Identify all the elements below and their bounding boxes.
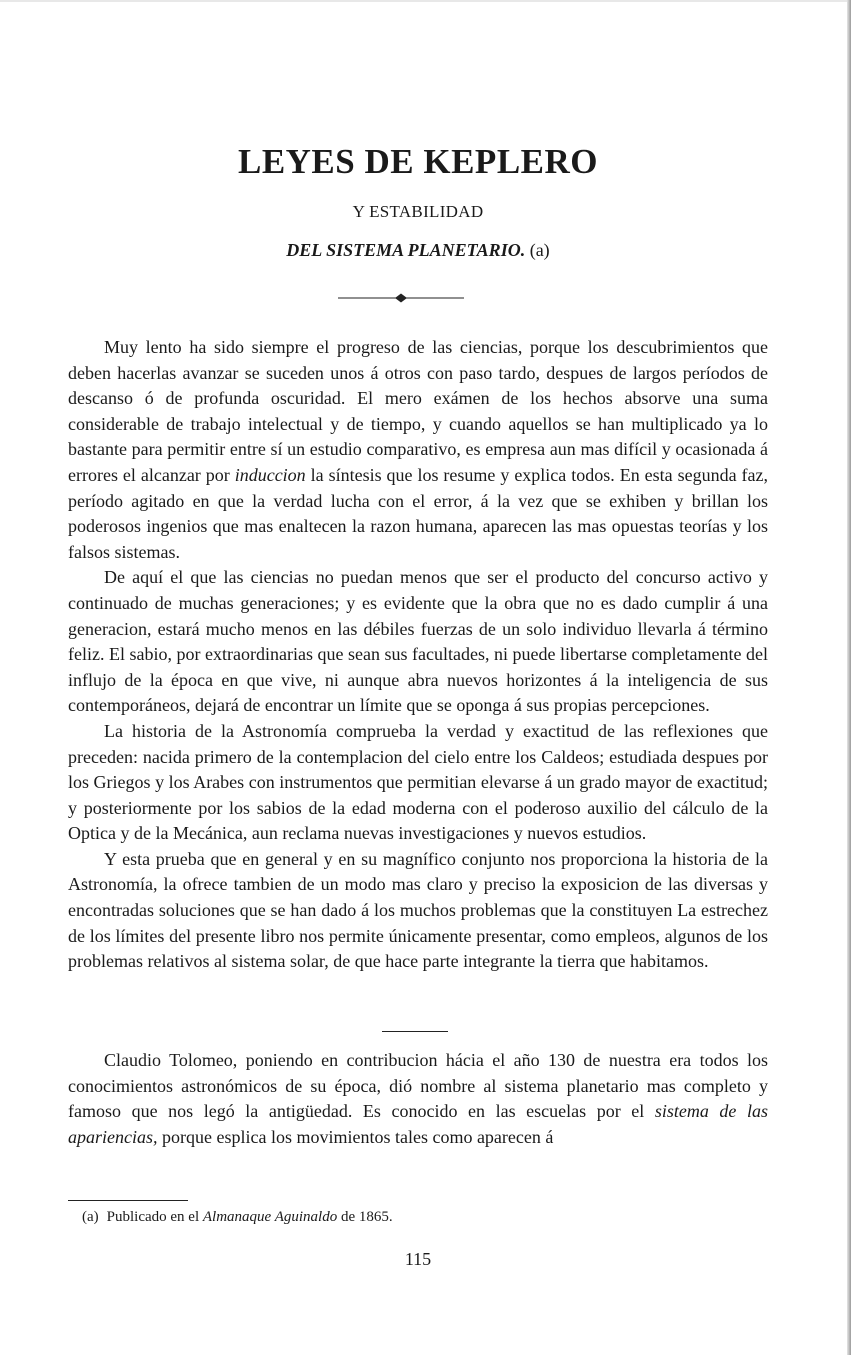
footnote-text-a: Publicado en el — [106, 1209, 203, 1225]
paragraph-1-italic: induccion — [234, 464, 306, 485]
page-number: 115 — [404, 1249, 432, 1269]
footnote-rule — [68, 1200, 188, 1201]
subtitle-footnote-ref: (a) — [529, 240, 550, 260]
main-body — [68, 335, 768, 975]
footnote-italic: Almanaque Aguinaldo — [202, 1209, 338, 1225]
section-2-body — [68, 1048, 768, 1150]
paragraph-3: La historia de la Astronomía comprueba la verdad y exactitud de las reflexiones que preceden: nacida primero de la contemplacion del cielo entre los Caldeos; estudiada despues por los Griegos y los Arabes con instrumentos que permitian elevarse á un grado mayor de exactitud; y posteriormente por los sabios de la edad moderna con el poderoso auxilio del cálculo de la Optica y de la Mecánica, aun reclama nuevas investigaciones y nuevos estudios. — [68, 720, 768, 844]
page-top-edge — [0, 0, 851, 2]
section-separator-rule — [382, 1031, 448, 1032]
footnote — [82, 1209, 393, 1226]
chapter-title: LEYES DE KEPLERO — [237, 142, 599, 181]
paragraph-5-text-a: Claudio Tolomeo, poniendo en contribucion hácia el año 130 de nuestra era todos los conocimientos astronómicos de su época, dió nombre al sistema planetario mas completo y famoso que nos legó la antigüedad. Es conocido en las escuelas por el — [68, 1050, 768, 1122]
paragraph-1 — [68, 335, 768, 565]
paragraph-4: Y esta prueba que en general y en su magnífico conjunto nos proporciona la historia de la Astronomía, la ofrece tambien de un modo mas claro y preciso la exposicion de las diversas y encontradas soluciones que se han dado á los muchos problemas que la constituyen La estrechez de los límites del presente libro nos permite únicamente presentar, como empleos, algunos de los problemas relativos al sistema solar, de que hace parte integrante la tierra que habitamos. — [68, 848, 768, 972]
paragraph-1-text-a: Muy lento ha sido siempre el progreso de las ciencias, porque los descubrimientos que deben hacerlas avanzar se suceden unos á otros con paso tardo, despues de largos períodos de descanso ó de profunda oscuridad. El mero exámen de los hechos absorve una suma considerable de trabajo intelectual y de tiempo, y cuando aquellos se han multiplicado ya lo bastante para permitir entre sí un estudio comparativo, es empresa aun mas difícil y ocasionada á errores el alcanzar por — [68, 337, 768, 485]
paragraph-5-text-b: porque esplica los movimientos tales como aparecen á — [157, 1126, 554, 1147]
paragraph-5-italic: sistema de las apariencias, — [68, 1101, 768, 1147]
page-right-edge — [847, 0, 851, 1355]
diamond-ornament-divider — [338, 292, 464, 304]
footnote-text-b: de 1865. — [337, 1209, 393, 1225]
chapter-subtitle-line1: Y ESTABILIDAD — [352, 202, 484, 221]
footnote-marker: (a) — [82, 1209, 99, 1225]
chapter-subtitle-line2 — [68, 240, 768, 261]
paragraph-2: De aquí el que las ciencias no puedan menos que ser el producto del concurso activo y continuado de muchas generaciones; y es evidente que la obra que no es dado cumplir á una generacion, estará mucho menos en las débiles fuerzas de un solo individuo llevarla á término feliz. El sabio, por extraordinarias que sean sus facultades, ni puede libertarse completamente del influjo de la época en que vive, ni aunque abra nuevos horizontes á la inteligencia de sus contemporáneos, dejará de encontrar un límite que se oponga á sus propias percepciones. — [68, 567, 768, 716]
paragraph-1-text-b: la síntesis que los resume y explica todos. En esta segunda faz, período agitado en que la verdad lucha con el error, á la vez que se exhiben y brillan los poderosos ingenios que mas enaltecen la razon humana, aparecen las mas opuestas teorías y los falsos sistemas. — [68, 464, 768, 562]
subtitle-italic-text: DEL SISTEMA PLANETARIO. — [286, 240, 526, 260]
paragraph-5 — [68, 1048, 768, 1150]
